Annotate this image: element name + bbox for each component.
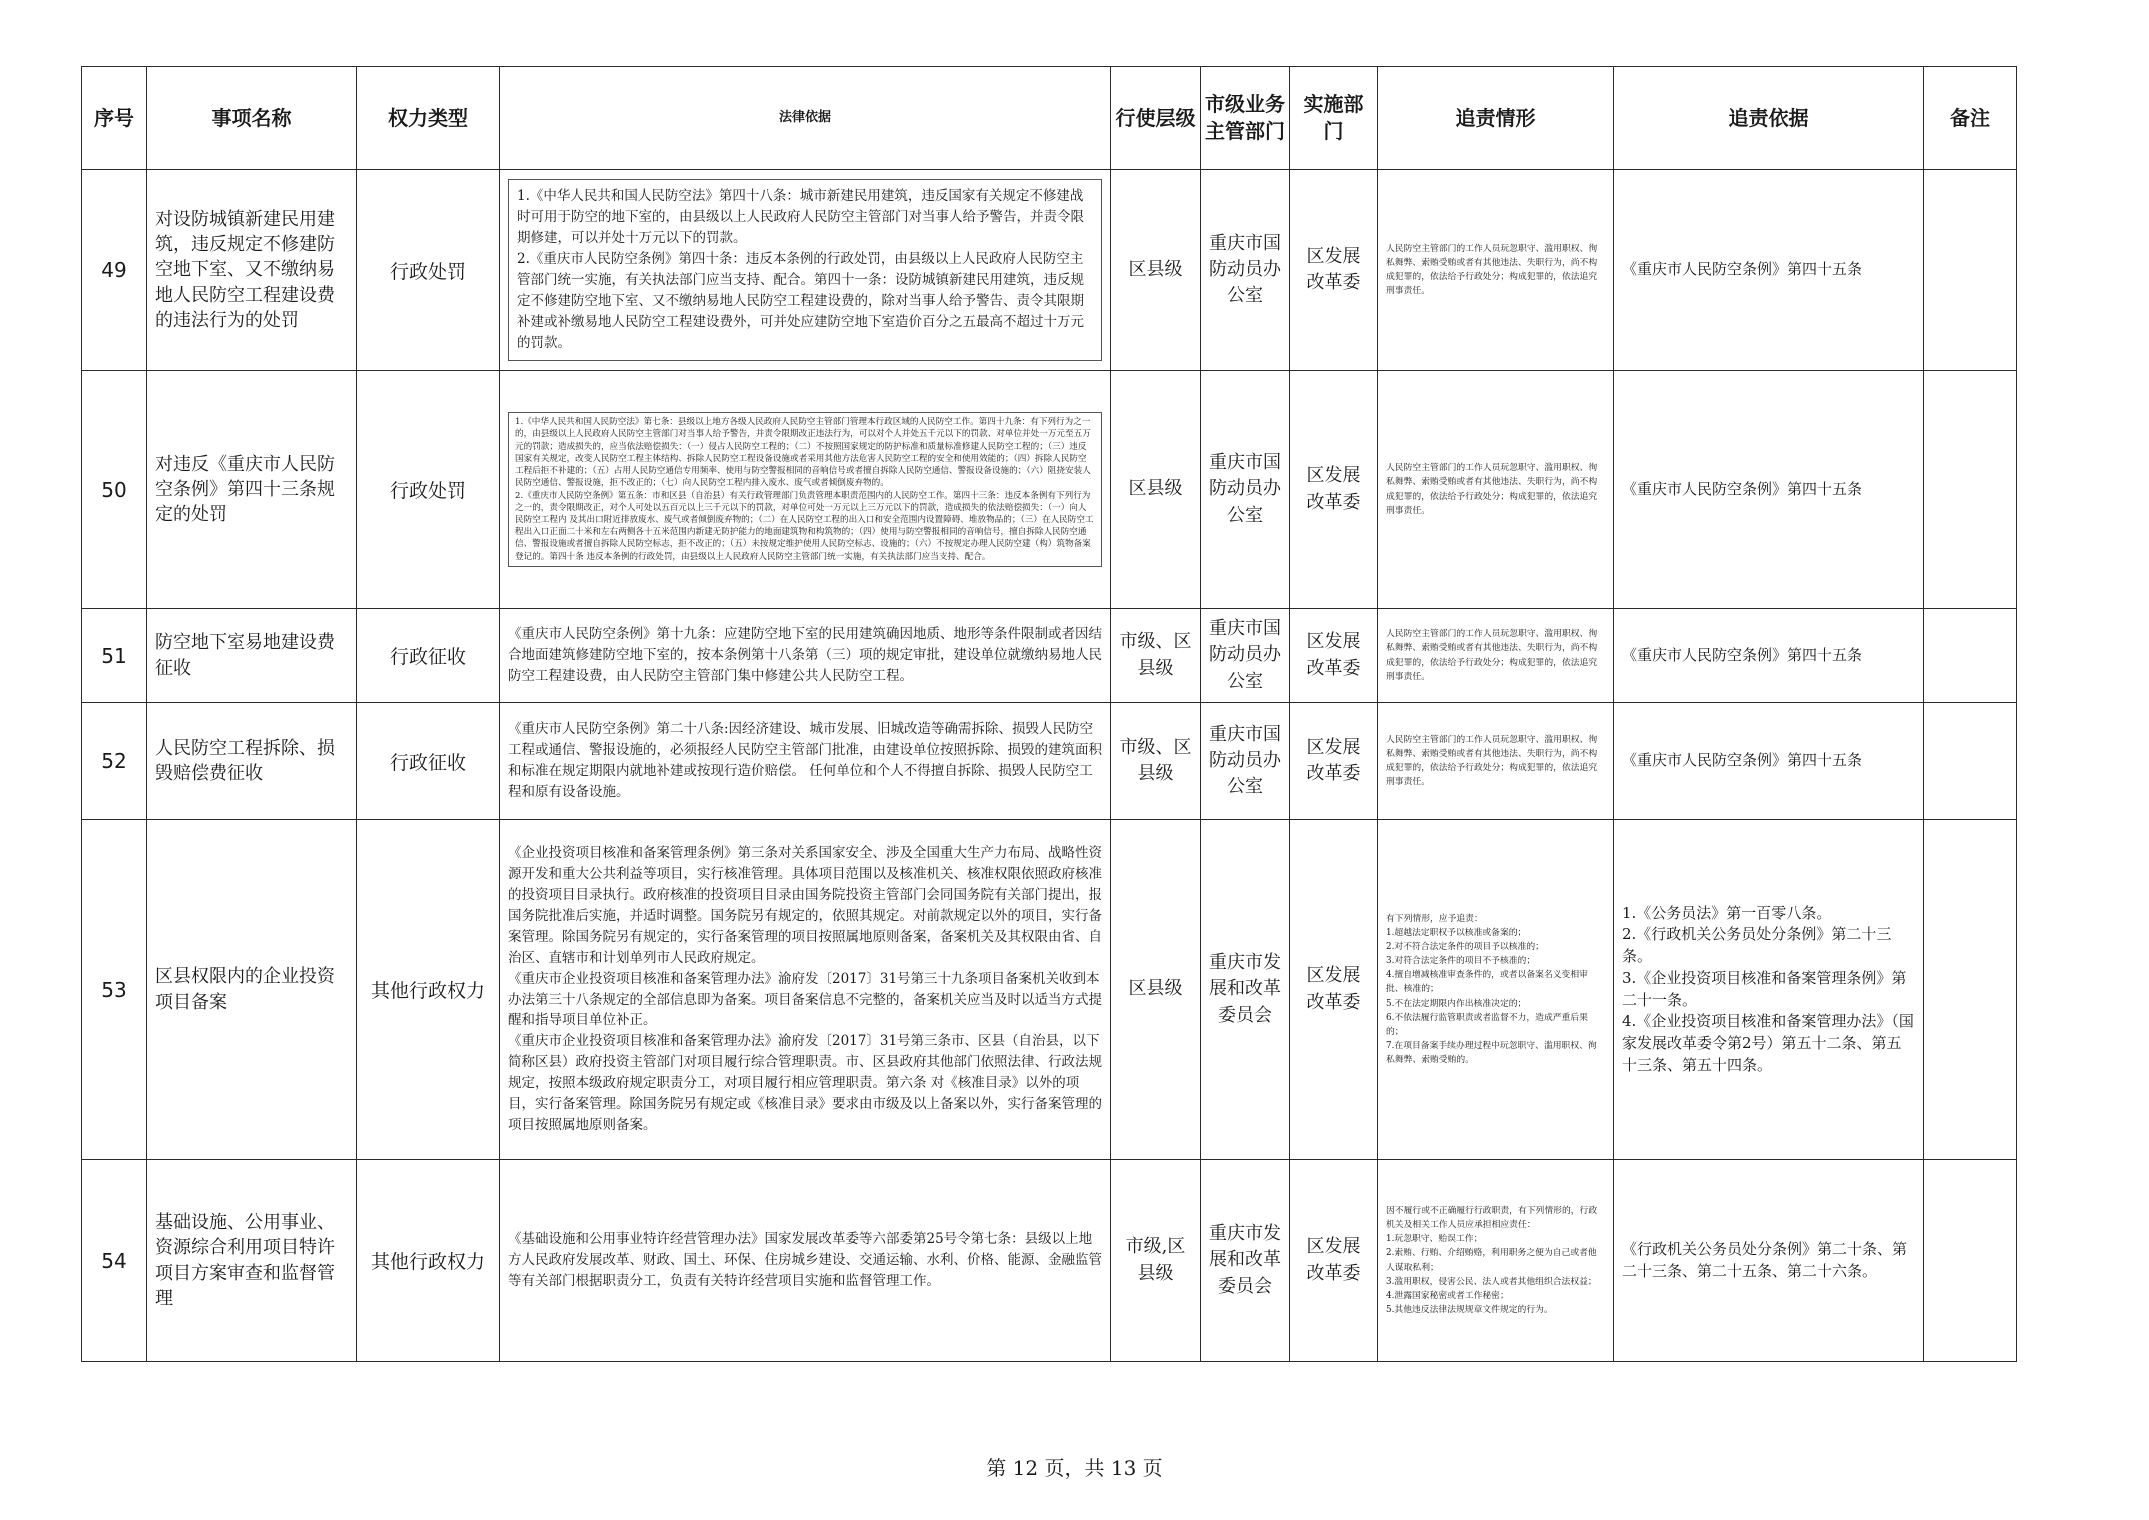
cell-acc-basis: 《行政机关公务员处分条例》第二十条、第二十三条、第二十五条、第二十六条。 — [1614, 1160, 1924, 1362]
header-level: 行使层级 — [1111, 67, 1201, 170]
cell-dept: 重庆市国防动员办公室 — [1201, 371, 1290, 609]
cell-power-type: 行政处罚 — [357, 170, 500, 371]
table-row — [82, 703, 2017, 820]
cell-impl: 区发展改革委 — [1290, 1160, 1378, 1362]
page-number-footer: 第 12 页，共 13 页 — [986, 1456, 1163, 1480]
header-dept: 市级业务主管部门 — [1201, 67, 1290, 170]
cell-accountability: 人民防空主管部门的工作人员玩忽职守、滥用职权、徇私舞弊、索贿受贿或者有其他违法、失职行为，尚不构成犯罪的，依法给予行政处分；构成犯罪的，依法追究刑事责任。 — [1378, 170, 1614, 371]
cell-level: 区县级 — [1111, 170, 1201, 371]
header-legal-basis: 法律依据 — [500, 67, 1111, 170]
cell-level: 市级、区县级 — [1111, 609, 1201, 703]
cell-seq: 51 — [82, 609, 147, 703]
cell-acc-basis: 1.《公务员法》第一百零八条。 2.《行政机关公务员处分条例》第二十三条。 3.《企业投资项目核准和备案管理条例》第二十一条。 4.《企业投资项目核准和备案管理办法》（国家发展改革委令第2号）第五十二条、第五十三条、第五十四条。 — [1614, 820, 1924, 1160]
cell-dept: 重庆市发展和改革委员会 — [1201, 1160, 1290, 1362]
cell-acc-basis: 《重庆市人民防空条例》第四十五条 — [1614, 703, 1924, 820]
table-row — [82, 371, 2017, 609]
cell-name: 对违反《重庆市人民防空条例》第四十三条规定的处罚 — [147, 371, 357, 609]
cell-accountability: 因不履行或不正确履行行政职责，有下列情形的，行政机关及相关工作人员应承担相应责任： 1.玩忽职守、贻误工作； 2.索贿、行贿、介绍贿赂，利用职务之便为自己或者他人谋取私利； 3.滥用职权，侵害公民、法人或者其他组织合法权益； 4.泄露国家秘密或者工作秘密； 5.其他违反法律法规规章文件规定的行为。 — [1378, 1160, 1614, 1362]
header-power-type: 权力类型 — [357, 67, 500, 170]
cell-remark — [1924, 371, 2017, 609]
cell-seq: 50 — [82, 371, 147, 609]
cell-name: 防空地下室易地建设费征收 — [147, 609, 357, 703]
cell-remark — [1924, 1160, 2017, 1362]
cell-seq: 53 — [82, 820, 147, 1160]
header-seq: 序号 — [82, 67, 147, 170]
cell-legal-basis — [500, 371, 1111, 609]
cell-level: 市级,区县级 — [1111, 1160, 1201, 1362]
cell-power-type: 行政处罚 — [357, 371, 500, 609]
cell-dept: 重庆市发展和改革委员会 — [1201, 820, 1290, 1160]
legal-basis-text: 1.《中华人民共和国人民防空法》第七条：县级以上地方各级人民政府人民防空主管部门管理本行政区域的人民防空工作。第四十九条：有下列行为之一的，由县级以上人民政府人民防空主管部门对当事人给予警告，并责令限期改正违法行为，可以对个人并处五千元以下的罚款、对单位并处一万元至五万元的罚款；造成损失的，应当依法赔偿损失：（一）侵占人民防空工程的；（二）不按照国家规定的防护标准和质量标准修建人民防空工程的；（三）违反国家有关规定，改变人民防空工程主体结构、拆除人民防空工程设备设施或者采用其他方法危害人民防空工程的安全和使用效能的；（四）拆除人民防空工程后拒不补建的；（五）占用人民防空通信专用频率、使用与防空警报相同的音响信号或者擅自拆除人民防空通信、警报设备设施的；（六）阻挠安装人民防空通信、警报设施，拒不改正的；（七）向人民防空工程内排入废水、废气或者倾倒废弃物的。 2.《重庆市人民防空条例》第五条：市和区县（自治县）有关行政管理部门负责管理本职责范围内的人民防空工作。第四十三条：违反本条例有下列行为之一的，责令限期改正，对个人可处以五百元以上三千元以下的罚款，对单位可处一万元以上三万元以下的罚款，造成损失的依法赔偿损失：（一）向人民防空工程内 及其出口附近排放废水、废气或者倾倒废弃物的；（二）在人民防空工程的出入口和安全范围内设置障碍、堆放物品的；（三）在人民防空工程出入口正面二十米和左右两侧各十五米范围内新建无防护能力的地面建筑物和构筑物的；（四）使用与防空警报相同的音响信号，擅自拆除人民防空通信、警报设施或者擅自拆除人民防空标志，拒不改正的；（五）未按规定维护使用人民防空标志、设施的；（六）不按规定办理人民防空建（构）筑物备案登记的。第四十条 违反本条例的行政处罚，由县级以上人民政府人民防空主管部门统一实施，有关执法部门应当支持、配合。 — [508, 412, 1102, 566]
header-impl: 实施部门 — [1290, 67, 1378, 170]
table-row — [82, 1160, 2017, 1362]
cell-remark — [1924, 703, 2017, 820]
cell-name: 基础设施、公用事业、资源综合利用项目特许项目方案审查和监督管理 — [147, 1160, 357, 1362]
header-name: 事项名称 — [147, 67, 357, 170]
cell-level: 市级、区县级 — [1111, 703, 1201, 820]
header-row — [82, 67, 2017, 170]
cell-legal-basis: 《企业投资项目核准和备案管理条例》第三条对关系国家安全、涉及全国重大生产力布局、战略性资源开发和重大公共利益等项目，实行核准管理。具体项目范围以及核准机关、核准权限依照政府核准的投资项目目录执行。政府核准的投资项目目录由国务院投资主管部门会同国务院有关部门提出，报国务院批准后实施，并适时调整。国务院另有规定的，依照其规定。对前款规定以外的项目，实行备案管理。除国务院另有规定的，实行备案管理的项目按照属地原则备案，备案机关及其权限由省、自治区、直辖市和计划单列市人民政府规定。 《重庆市企业投资项目核准和备案管理办法》渝府发〔2017〕31号第三十九条项目备案机关收到本办法第三十八条规定的全部信息即为备案。项目备案信息不完整的，备案机关应当及时以适当方式提醒和指导项目单位补正。 《重庆市企业投资项目核准和备案管理办法》渝府发〔2017〕31号第三条市、区县（自治县，以下简称区县）政府投资主管部门对项目履行综合管理职责。市、区县政府其他部门依照法律、行政法规规定，按照本级政府规定职责分工，对项目履行相应管理职责。第六条 对《核准目录》以外的项目，实行备案管理。除国务院另有规定或《核准目录》要求由市级及以上备案以外，实行备案管理的项目按照属地原则备案。 — [500, 820, 1111, 1160]
cell-acc-basis: 《重庆市人民防空条例》第四十五条 — [1614, 609, 1924, 703]
cell-name: 对设防城镇新建民用建筑，违反规定不修建防空地下室、又不缴纳易地人民防空工程建设费的违法行为的处罚 — [147, 170, 357, 371]
cell-impl: 区发展改革委 — [1290, 703, 1378, 820]
cell-legal-basis: 《重庆市人民防空条例》第十九条：应建防空地下室的民用建筑确因地质、地形等条件限制或者因结合地面建筑修建防空地下室的，按本条例第十八条第（三）项的规定审批，建设单位就缴纳易地人民防空工程建设费，由人民防空主管部门集中修建公共人民防空工程。 — [500, 609, 1111, 703]
cell-acc-basis: 《重庆市人民防空条例》第四十五条 — [1614, 170, 1924, 371]
header-acc-basis: 追责依据 — [1614, 67, 1924, 170]
cell-dept: 重庆市国防动员办公室 — [1201, 609, 1290, 703]
cell-level: 区县级 — [1111, 371, 1201, 609]
cell-power-type: 行政征收 — [357, 609, 500, 703]
cell-impl: 区发展改革委 — [1290, 371, 1378, 609]
cell-seq: 49 — [82, 170, 147, 371]
cell-accountability: 有下列情形，应予追责： 1.超越法定职权予以核准或备案的； 2.对不符合法定条件的项目予以核准的； 3.对符合法定条件的项目不予核准的； 4.擅自增减核准审查条件的，或者以备案名义变相审批、核准的； 5.不在法定期限内作出核准决定的； 6.不依法履行监管职责或者监督不力，造成严重后果的； 7.在项目备案手续办理过程中玩忽职守、滥用职权、徇私舞弊、索贿受贿的。 — [1378, 820, 1614, 1160]
legal-basis-text: 1.《中华人民共和国人民防空法》第四十八条：城市新建民用建筑，违反国家有关规定不修建战时可用于防空的地下室的，由县级以上人民政府人民防空主管部门对当事人给予警告，并责令限期修建，可以并处十万元以下的罚款。 2.《重庆市人民防空条例》第四十条：违反本条例的行政处罚，由县级以上人民政府人民防空主管部门统一实施，有关执法部门应当支持、配合。第四十一条：设防城镇新建民用建筑，违反规定不修建防空地下室、又不缴纳易地人民防空工程建设费的，除对当事人给予警告、责令其限期补建或补缴易地人民防空工程建设费外，可并处应建防空地下室造价百分之五最高不超过十万元的罚款。 — [508, 179, 1102, 360]
cell-name: 区县权限内的企业投资项目备案 — [147, 820, 357, 1160]
cell-remark — [1924, 609, 2017, 703]
cell-remark — [1924, 170, 2017, 371]
cell-seq: 52 — [82, 703, 147, 820]
table-row — [82, 820, 2017, 1160]
cell-impl: 区发展改革委 — [1290, 170, 1378, 371]
authority-list-table — [81, 66, 2017, 1362]
cell-dept: 重庆市国防动员办公室 — [1201, 170, 1290, 371]
cell-impl: 区发展改革委 — [1290, 820, 1378, 1160]
cell-power-type: 其他行政权力 — [357, 820, 500, 1160]
cell-power-type: 行政征收 — [357, 703, 500, 820]
cell-legal-basis: 《重庆市人民防空条例》第二十八条:因经济建设、城市发展、旧城改造等确需拆除、损毁人民防空工程或通信、警报设施的，必须报经人民防空主管部门批准，由建设单位按照拆除、损毁的建筑面积和标准在规定期限内就地补建或按现行造价赔偿。 任何单位和个人不得擅自拆除、损毁人民防空工程和原有设备设施。 — [500, 703, 1111, 820]
cell-legal-basis: 《基础设施和公用事业特许经营管理办法》国家发展改革委等六部委第25号令第七条：县级以上地方人民政府发展改革、财政、国土、环保、住房城乡建设、交通运输、水利、价格、能源、金融监管等有关部门根据职责分工，负责有关特许经营项目实施和监督管理工作。 — [500, 1160, 1111, 1362]
cell-seq: 54 — [82, 1160, 147, 1362]
cell-power-type: 其他行政权力 — [357, 1160, 500, 1362]
cell-acc-basis: 《重庆市人民防空条例》第四十五条 — [1614, 371, 1924, 609]
cell-name: 人民防空工程拆除、损毁赔偿费征收 — [147, 703, 357, 820]
cell-accountability: 人民防空主管部门的工作人员玩忽职守、滥用职权、徇私舞弊、索贿受贿或者有其他违法、失职行为，尚不构成犯罪的，依法给予行政处分；构成犯罪的，依法追究刑事责任。 — [1378, 371, 1614, 609]
table-row — [82, 609, 2017, 703]
header-remark: 备注 — [1924, 67, 2017, 170]
cell-impl: 区发展改革委 — [1290, 609, 1378, 703]
cell-legal-basis — [500, 170, 1111, 371]
cell-accountability: 人民防空主管部门的工作人员玩忽职守、滥用职权、徇私舞弊、索贿受贿或者有其他违法、失职行为，尚不构成犯罪的，依法给予行政处分；构成犯罪的，依法追究刑事责任。 — [1378, 609, 1614, 703]
cell-level: 区县级 — [1111, 820, 1201, 1160]
cell-accountability: 人民防空主管部门的工作人员玩忽职守、滥用职权、徇私舞弊、索贿受贿或者有其他违法、失职行为，尚不构成犯罪的，依法给予行政处分；构成犯罪的，依法追究刑事责任。 — [1378, 703, 1614, 820]
cell-remark — [1924, 820, 2017, 1160]
table-row — [82, 170, 2017, 371]
header-accountability: 追责情形 — [1378, 67, 1614, 170]
cell-dept: 重庆市国防动员办公室 — [1201, 703, 1290, 820]
